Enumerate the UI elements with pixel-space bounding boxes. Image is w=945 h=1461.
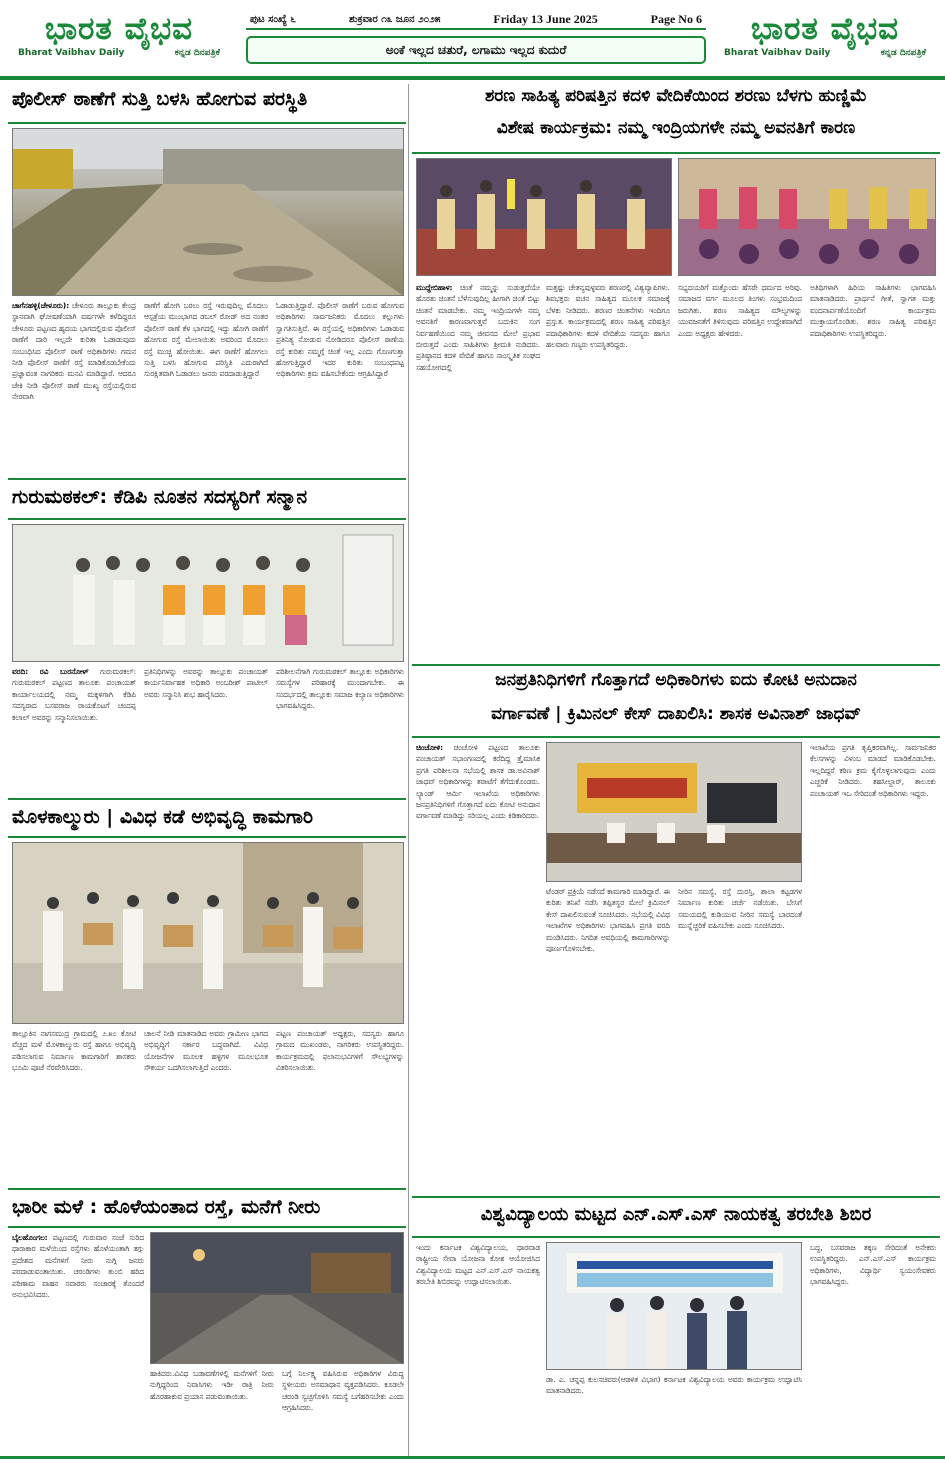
masthead — [0, 6, 945, 72]
text-rain-col1 — [12, 1232, 144, 1454]
text-molakalmuru-2: ಚಾಲನೆ ನೀಡಿ ಮಾತನಾಡಿದ ಅವರು ಗ್ರಾಮೀಣ ಭಾಗದ ಅಭಿವೃದ್ಧಿಗೆ ಸರ್ಕಾರ ಬದ್ಧವಾಗಿದೆ. ವಿವಿಧ ಯೋಜನೆಗಳ ಮೂಲಕ ಹಳ್ಳಿಗಳ ಮೂಲಭೂತ ಸೌಕರ್ಯ ಒದಗಿಸಲಾಗುತ್ತಿದೆ ಎಂದರು. — [144, 1029, 268, 1073]
rule — [412, 1196, 940, 1198]
text-sharana-4: ಅತಿಥಿಗಳಾಗಿ ಹಿರಿಯ ಸಾಹಿತಿಗಳು ಭಾಗವಹಿಸಿ ಮಾತನಾಡಿದರು. ಪ್ರಾರ್ಥನೆ ಗೀತೆ, ಸ್ವಾಗತ ಮತ್ತು ವಂದನಾರ್ಪಣೆಯೊಂದಿಗೆ ಕಾರ್ಯಕ್ರಮ ಮುಕ್ತಾಯಗೊಂಡಿತು. ಶರಣ ಸಾಹಿತ್ಯ ಪರಿಷತ್ತಿನ ಪದಾಧಿಕಾರಿಗಳು ಉಪಸ್ಥಿತರಿದ್ದರು. — [810, 283, 936, 338]
text-police-2: ಠಾಣೆಗೆ ಹೋಗಿ ಬರಲು ರಸ್ತೆ ಇರುವುದಿಲ್ಲ ಮೊದಲು ಆಸ್ಪತ್ರೆಯ ಮುಂಭಾಗದ ಡಬಲ್ ರೋಡ್ ಅದ ನಂತರ ಪೊಲೀಸ್ ಠಾಣೆ ಕೆಳ ಭಾಗದಲ್ಲಿ ಇದ್ದು ಹೋಗಿ ಠಾಣೆಗೆ ಹೋಗುವ ರಸ್ತೆ ಮೇಲಾಯಿತು ಅವರಿಂದ ಮೊದಲು ರಸ್ತೆ ಮುಚ್ಚಿ ಹೋಯಿತು. ಈಗ ಠಾಣೆಗೆ ಹೋಗಲು ಸುತ್ತಿ ಬಳಸಿ ಹೋಗುವ ಪರಿಸ್ಥಿತಿ ಎದುರಾಗಿದೆ ಸುರಕ್ಷಿತವಾಗಿ ಓಡಾಡಲು ಜನರು ಪರದಾಡುತ್ತಿದ್ದಾರೆ — [144, 301, 268, 379]
headline-rain: ಭಾರೀ ಮಳೆ : ಹೊಳೆಯಂತಾದ ರಸ್ತೆ, ಮನೆಗೆ ನೀರು — [12, 1196, 321, 1218]
text-sharana-2: ಮತ್ತಷ್ಟು ಚೇತನ್ಯವುಳ್ಳವರು ಶರಣರಲ್ಲಿ ವಿಶ್ವವ್ಯಾಪಿಗಳು. ಶಿವಭಕ್ತರು ವಚನ ಸಾಹಿತ್ಯದ ಮೂಲಕ ಸಮಾಜಕ್ಕೆ ಬೆಳಕು ನೀಡಿದರು. ಶರಣರ ಚಿಂತನೆಗಳು ಇಂದಿಗೂ ಪ್ರಸ್ತುತ. ಕಾರ್ಯಕ್ರಮದಲ್ಲಿ ಶರಣ ಸಾಹಿತ್ಯ ಪರಿಷತ್ತಿನ ಪದಾಧಿಕಾರಿಗಳು ಕದಳಿ ವೇದಿಕೆಯ ಸದಸ್ಯರು ಹಾಗೂ ಹಲವಾರು ಗಣ್ಯರು ಉಪಸ್ಥಿತರಿದ್ದರು. — [546, 283, 670, 350]
headline-police: ಪೊಲೀಸ್ ಠಾಣೆಗೆ ಸುತ್ತಿ ಬಳಸಿ ಹೋಗುವ ಪರಸ್ಥಿತಿ — [12, 88, 308, 110]
text-gurumatkal-3: ಪರಿಶೀಲನೆಗಾಗಿ ಗುರುಮಠಕಲ್ ತಾಲ್ಲೂಕು ಅಧಿಕಾರಿಗಳು ಸಮಸ್ಯೆಗಳ ಪರಿಹಾರಕ್ಕೆ ಮುಂದಾಗಬೇಕು. ಈ ಸಂದರ್ಭದಲ್ಲಿ ತಾಲ್ಲೂಕು ಸಮಾಜ ಕಲ್ಯಾಣ ಅಧಿಕಾರಿಗಳು ಭಾಗವಹಿಸಿದ್ದರು. — [276, 667, 404, 711]
stage-photo-graphic — [417, 159, 672, 276]
text-sharana-1: ಚಿಂತೆ ನಮ್ಮನ್ನು ಸುಡುತ್ತದೆಯೇ ಹೊರತು ಚಿಂತನೆ ಬೆಳೆಸುವುದಿಲ್ಲ ಹೀಗಾಗಿ ಚಿಂತೆ ಬಿಟ್ಟು ಚಿಂತನೆ ಮಾಡಬೇಕು. ನಮ್ಮ ಇಂದ್ರಿಯಗಳೇ ನಮ್ಮ ಅವನತಿಗೆ ಕಾರಣವಾಗುತ್ತವೆ ಬದುಕಿನ ಸಂಗ ನಿರ್ವಹಣೆಯಿಂದ ನಮ್ಮ ಜೀವನದ ಮೇಲೆ ಪ್ರಭಾವ ಬೀರುತ್ತದೆ ಎಂದು ಸಾಹಿತಿಗಳು ಶ್ರೀಮತಿ ನುಡಿದರು. ಪ್ರತಿಷ್ಠಾನದ ಕದಳಿ ವೇದಿಕೆ ಹಾಗೂ ಸಾಂಸ್ಕೃತಿಕ ಸಂಘದ ಸಹಯೋಗದಲ್ಲಿ — [416, 283, 540, 372]
date-english: Friday 13 June 2025 — [493, 11, 598, 26]
headline-janapratinidhi-2: ವರ್ಗಾವಣೆ | ಕ್ರಿಮಿನಲ್ ಕೇಸ್ ದಾಖಲಿಸಿ: ಶಾಸಕ ಅವಿನಾಶ್ ಜಾಧವ್ — [491, 704, 861, 724]
text-police-col1 — [12, 300, 136, 475]
paper-sub-kn: ಕನ್ನಡ ದಿನಪತ್ರಿಕೆ — [880, 48, 926, 58]
text-janapratinidhi-1: ಚಿಂಚೋಳಿ ಪಟ್ಟಣದ ತಾಲೂಕು ಪಂಚಾಯತ್ ಸಭಾಂಗಣದಲ್ಲಿ ಕರೆದಿದ್ದ ತ್ರೈಮಾಸಿಕ ಪ್ರಗತಿ ಪರಿಶೀಲನಾ ಸಭೆಯಲ್ಲಿ ಶಾಸಕ ಡಾ.ಅವಿನಾಶ್ ಜಾಧವ್ ಅಧಿಕಾರಿಗಳನ್ನು ತರಾಟೆಗೆ ತೆಗೆದುಕೊಂಡರು. ಲ್ಯಾಂಡ್ ಆರ್ಮಿ ಇಲಾಖೆಯ ಅಧಿಕಾರಿಗಳು ಜನಪ್ರತಿನಿಧಿಗಳಿಗೆ ಗೊತ್ತಾಗದೆ ಐದು ಕೋಟಿ ಅನುದಾನ ವರ್ಗಾವಣೆ ಮಾಡಿದ್ದು ಸರಿಯಲ್ಲ ಎಂದು ಕಿಡಿಕಾರಿದರು. — [416, 743, 540, 821]
headline-sharana-2: ವಿಶೇಷ ಕಾರ್ಯಕ್ರಮ: ನಮ್ಮ ಇಂದ್ರಿಯಗಳೇ ನಮ್ಮ ಅವನತಿಗೆ ಕಾರಣ — [496, 118, 856, 138]
text-molakalmuru-1: ತಾಲ್ಲೂಕಿನ ನಾಗಸಮುದ್ರ ಗ್ರಾಮದಲ್ಲಿ ೨.೫೦ ಕೋಟಿ ವೆಚ್ಚದ ಮಳೆ ಮೊಳಕಾಲ್ಮುರು ರಸ್ತೆ ಹಾಗೂ ಅಭಿವೃದ್ಧಿ ಪಡಿಸಲಾಗುವ ನಿರ್ಮಾಣ ಕಾಮಗಾರಿಗೆ ಶಾಸಕರು ಭೂಮಿ ಪೂಜೆ ನೆರವೇರಿಸಿದರು. — [12, 1029, 136, 1073]
column-separator — [408, 84, 409, 1456]
page-number: Page No 6 — [650, 11, 702, 26]
photo-rain-road — [150, 1232, 404, 1364]
rule — [412, 1236, 940, 1238]
headline-molakalmuru: ಮೊಳಕಾಲ್ಮುರು | ವಿವಿಧ ಕಡೆ ಅಭಿವೃದ್ಧಿ ಕಾಮಗಾರಿ — [12, 806, 313, 828]
text-nss-3: ಬದ್ಧ, ಬಸವರಾಜ ತಕ್ಕಣ ಸೇರಿದಂತೆ ಅನೇಕರು ಉಪಸ್ಥಿತರಿದ್ದರು. ಎನ್.ಎಸ್.ಎಸ್ ಕಾರ್ಯಕ್ರಮ ಅಧಿಕಾರಿಗಳು, ವಿದ್ಯಾರ್ಥಿ ಸ್ವಯಂಸೇವಕರು ಭಾಗವಹಿಸಿದ್ದರು. — [810, 1243, 936, 1287]
text-nss-2: ಡಾ. ಎ. ಚನ್ನಪ್ಪ ಕುಲಸಚಿವರು(ಆಡಳಿತ ವಿಭಾಗ) ಕರ್ನಾಟಕ ವಿಶ್ವವಿದ್ಯಾಲಯ ಅವರು ಕಾರ್ಯಕ್ರಮ ಉದ್ಘಾಟಿಸಿ ಮಾತನಾಡಿದರು. — [546, 1375, 802, 1396]
text-janapratinidhi-4: ಇಲಾಖೆಯ ಪ್ರಗತಿ ತೃಪ್ತಿಕರವಾಗಿಲ್ಲ. ಸಾರ್ವಜನಿಕರ ಕೆಲಸಗಳನ್ನು ವಿಳಂಬ ಮಾಡದೆ ಮಾಡಿಕೊಡಬೇಕು. ಇಲ್ಲದಿದ್ದರೆ ಕಠಿಣ ಕ್ರಮ ಕೈಗೊಳ್ಳಲಾಗುವುದು ಎಂದು ಎಚ್ಚರಿಕೆ ನೀಡಿದರು. ತಹಸೀಲ್ದಾರ್, ತಾಲೂಕು ಪಂಚಾಯತ್ ಇಒ ಸೇರಿದಂತೆ ಅಧಿಕಾರಿಗಳು ಇದ್ದರು. — [810, 743, 936, 798]
rule — [8, 1226, 406, 1228]
nss-photo-graphic — [547, 1243, 802, 1370]
photo-felicitation — [12, 524, 404, 662]
rule — [412, 152, 940, 154]
text-rain-2: ಹಾಕಿದರು.ವಿವಿಧ ಬಡಾವಣೆಗಳಲ್ಲಿ ಮನೆಗಳಿಗೆ ನೀರು ನುಗ್ಗಿದ್ದರಿಂದ ನಿವಾಸಿಗಳು ಇಡೀ ರಾತ್ರಿ ನೀರು ಹೊರಹಾಕುವ ಪ್ರಯಾಸ ಪಡುವಂತಾಯಿತು. — [150, 1369, 274, 1401]
dateline-janapratinidhi: ಚಿಂಚೋಳಿ: — [416, 743, 444, 752]
photo-meeting-hall — [546, 742, 802, 882]
text-janapratinidhi-3: ನೀರಿನ ಸಮಸ್ಯೆ, ರಸ್ತೆ ದುರಸ್ತಿ, ಶಾಲಾ ಕಟ್ಟಡಗಳ ನಿರ್ಮಾಣ ಕುರಿತು ಚರ್ಚೆ ನಡೆಯಿತು. ಬೇಸಿಗೆ ಸಮಯದಲ್ಲಿ ಕುಡಿಯುವ ನೀರಿನ ಸಮಸ್ಯೆ ಬಾರದಂತೆ ಮುನ್ನೆಚ್ಚರಿಕೆ ವಹಿಸಬೇಕು ಎಂದು ಸೂಚಿಸಿದರು. — [678, 887, 802, 931]
road-photo-graphic — [13, 129, 404, 296]
masthead-logo-left — [6, 10, 232, 70]
audience-photo-graphic — [679, 159, 936, 276]
motto-banner: ಅಂಕೆ ಇಲ್ಲದ ಚತುರೆ, ಲಗಾಮು ಇಲ್ಲದ ಕುದುರೆ — [246, 36, 706, 64]
headline-sharana-1: ಶರಣ ಸಾಹಿತ್ಯ ಪರಿಷತ್ತಿನ ಕದಳಿ ವೇದಿಕೆಯಿಂದ ಶರಣು ಬೆಳಗು ಹುಣ್ಣಿಮೆ — [484, 86, 868, 106]
photo-damaged-road — [12, 128, 404, 296]
rule — [8, 122, 406, 124]
text-police-1: ಚೇಳೂರು ತಾಲ್ಲೂಕು ಕೇಂದ್ರ ಸ್ಥಾನವಾಗಿ ಘೋಷಣೆಯಾಗಿ ವರ್ಷಗಳೇ ಕಳೆದಿದ್ದರೂ ಚೇಳೂರು ಪಟ್ಟಣದ ಹೃದಯ ಭಾಗದಲ್ಲಿರುವ ಪೊಲೀಸ್ ಠಾಣೆಗೆ ದಾರಿ ಇಲ್ಲದೇ ಕುರಿತಾ ಓಡಾಡುವುದು ಸಂಬಂಧಿಸಿದ ಪೊಲೀಸ್ ಠಾಣೆ ಅಧಿಕಾರಿಗಳು ಗಮನ ನೀಡಿ ಪೊಲೀಸ್ ಠಾಣೆಗೆ ರಸ್ತೆ ಮಾಡಿಕೊಡಬೇಕೆಂದು ಪ್ರಜ್ಞಾವಂತ ನಾಗರಿಕರು ಮನವಿ ಮಾಡಿದ್ದಾರೆ. ಆದರೂ ಜೇಕಿ ನೀಡಿ ಪೊಲೀಸ್ ಠಾಣೆ ಮುಖ್ಯ ರಸ್ತೆಯಲ್ಲಿರುವ ನೇರವಾಗಿ — [12, 301, 136, 402]
text-rain-1: ಪಟ್ಟಣದಲ್ಲಿ ಗುರುವಾರ ಸಂಜೆ ಸುರಿದ ಧಾರಾಕಾರ ಮಳೆಯಿಂದ ರಸ್ತೆಗಳು ಹೊಳೆಯಂತಾಗಿ ತಗ್ಗು ಪ್ರದೇಶದ ಮನೆಗಳಿಗೆ ನೀರು ನುಗ್ಗಿ ಜನರು ಪರದಾಡುವಂತಾಯಿತು. ಚರಂಡಿಗಳು ತುಂಬಿ ಹರಿದ ಪರಿಣಾಮ ವಾಹನ ಸವಾರರು ಸಂಚಾರಕ್ಕೆ ತೊಂದರೆ ಅನುಭವಿಸಿದರು. — [12, 1233, 144, 1300]
meeting-photo-graphic — [547, 743, 802, 882]
photo-nss-inauguration — [546, 1242, 802, 1370]
text-molakalmuru-3: ಪಟ್ಟಣ ಪಂಚಾಯತ್ ಅಧ್ಯಕ್ಷರು, ಸದಸ್ಯರು ಹಾಗೂ ಗ್ರಾಮದ ಮುಖಂಡರು, ನಾಗರಿಕರು ಉಪಸ್ಥಿತರಿದ್ದರು. ಕಾರ್ಯಕ್ರಮದಲ್ಲಿ ಫಲಾನುಭವಿಗಳಿಗೆ ಸೌಲಭ್ಯಗಳನ್ನು ವಿತರಿಸಲಾಯಿತು. — [276, 1029, 404, 1073]
masthead-logo-right — [712, 10, 938, 70]
rain-photo-graphic — [151, 1233, 404, 1364]
masthead-rule — [0, 76, 945, 80]
paper-sub-kn: ಕನ್ನಡ ದಿನಪತ್ರಿಕೆ — [174, 48, 220, 58]
text-police-3: ಓಡಾಡುತ್ತಿದ್ದಾರೆ. ಪೊಲೀಸ್ ಠಾಣೆಗೆ ಬರುವ ಹೋಗುವ ಅಧಿಕಾರಿಗಳು ಸಾರ್ವಜನಿಕರು ಮೊದಲು ಕಲ್ಲುಗಳು ಸ್ವಾಗತಿಸುತ್ತಿವೆ. ಈ ರಸ್ತೆಯಲ್ಲಿ ಅಧಿಕಾರಿಗಳು ಓಡಾಡುವ ಪ್ರತಿನಿತ್ಯ ನೋಡುವ ನೋಡಿದರೂ ಪೊಲೀಸ್ ಠಾಣೆಯ ರಸ್ತೆ ಕುರಿತು ನಮ್ಮಗ್ಗೆ ಚಿಂತೆ ಇಲ್ಲ ಎಂದು ಗೊಣಗುತ್ತಾ ಹೋಗುತ್ತಿದ್ದಾರೆ ಇದರ ಕುರಿತು ಸಂಬಂಧಪಟ್ಟ ಅಧಿಕಾರಿಗಳು ಕ್ರಮ ವಹಿಸಬೇಕೆಂದು ಆಗ್ರಹಿಸಿದ್ದಾರೆ — [276, 301, 404, 379]
dateline-police: ಚಾಗೆನಹಳ್ಳಿ(ಚೇಳೂರು): — [12, 301, 70, 310]
text-sharana-col1 — [416, 282, 540, 652]
photo-sharana-stage — [416, 158, 672, 276]
rule — [8, 798, 406, 800]
rule — [8, 478, 406, 480]
rule — [8, 518, 406, 520]
headline-nss: ವಿಶ್ವವಿದ್ಯಾಲಯ ಮಟ್ಟದ ಎನ್.ಎಸ್.ಎಸ್ ನಾಯಕತ್ವ ತರಬೇತಿ ಶಿಬಿರ — [480, 1204, 872, 1225]
rule — [8, 1188, 406, 1190]
text-rain-3: ಬಗ್ಗೆ ನಿರ್ಲಕ್ಷ್ಯ ವಹಿಸಿರುವ ಅಧಿಕಾರಿಗಳ ವಿರುದ್ಧ ಸ್ಥಳೀಯರು ಅಸಮಾಧಾನ ವ್ಯಕ್ತಪಡಿಸಿದರು. ಕೂಡಲೇ ಚರಂಡಿ ಸ್ವಚ್ಛಗೊಳಿಸಿ ಸಮಸ್ಯೆ ಬಗೆಹರಿಸಬೇಕು ಎಂದು ಆಗ್ರಹಿಸಿದರು. — [282, 1369, 404, 1413]
development-photo-graphic — [13, 843, 404, 1024]
text-gurumatkal-2: ಪ್ರತಿನಿಧಿಗಳನ್ನು ಅವರನ್ನು ತಾಲ್ಲೂಕು ಪಂಚಾಯತ್ ಕಾರ್ಯನಿರ್ವಾಹಕ ಅಧಿಕಾರಿ ಅಂಬರೀಶ್ ಪಾಟೀಲ್ ಅವರು ಸನ್ಮಾನಿಸಿ ಶುಭ ಹಾರೈಸಿದರು. — [144, 667, 268, 699]
text-gurumatkal-1: ಗುರುಮಠಕಲ್: ಗುರುಮಠಕಲ್ ಪಟ್ಟಣದ ತಾಲೂಕು ಪಂಚಾಯತ್ ಕಾರ್ಯಾಲಯದಲ್ಲಿ ನಮ್ಮ ಮಕ್ಕಳಿಗಾಗಿ ಕೆಡಿಪಿ ಸದಸ್ಯರಾದ ಬಸವರಾಜ ರಾಯಕೊಟಗೆ ಚಂದಪ್ಪ ಕಲಾಲ್ ಅವರನ್ನು ಸನ್ಮಾನಿಸಲಾಯಿತು. — [12, 667, 136, 722]
rule — [412, 736, 940, 738]
dateline-rain: ಬೈಲಹೊಂಗಲ: — [12, 1233, 48, 1242]
photo-sharana-audience — [678, 158, 936, 276]
date-kannada: ಶುಕ್ರವಾರ ೧೩ ಜೂನ ೨೦೨೫ — [348, 13, 441, 25]
rule — [8, 836, 406, 838]
page-bottom-rule — [0, 1456, 945, 1459]
felicitation-photo-graphic — [13, 525, 404, 662]
masthead-center — [246, 10, 706, 70]
paper-sub-en: Bharat Vaibhav Daily — [18, 48, 125, 58]
paper-sub-en: Bharat Vaibhav Daily — [724, 48, 831, 58]
text-gurumatkal-col1 — [12, 666, 136, 806]
issue-number: ಪುಟ ಸಂಖ್ಯೆ ೬ — [250, 13, 297, 25]
text-janapratinidhi-col1 — [416, 742, 540, 882]
headline-gurumatkal: ಗುರುಮಠಕಲ್: ಕೆಡಿಪಿ ನೂತನ ಸದಸ್ಯರಿಗೆ ಸನ್ಮಾನ — [12, 486, 308, 508]
headline-janapratinidhi-1: ಜನಪ್ರತಿನಿಧಿಗಳಿಗೆ ಗೊತ್ತಾಗದೆ ಅಧಿಕಾರಿಗಳು ಐದು ಕೋಟಿ ಅನುದಾನ — [495, 670, 857, 690]
rule — [412, 664, 940, 666]
text-sharana-3: ಸಭ್ಯದಯರಿಗೆ ಮತ್ತೊಂದು ಹೆಸರೇ ಧರ್ಮದ ಅರಿವು. ಸಮಾಜದ ವರ್ಗ ಮೂಲದ ತಿಂಗಳು ಸಂಭ್ರಮದಿಂದ ಜರುಗಿತು. ಶರಣ ಸಾಹಿತ್ಯದ ಮೌಲ್ಯಗಳನ್ನು ಯುವಜನತೆಗೆ ತಿಳಿಸುವುದು ಪರಿಷತ್ತಿನ ಉದ್ದೇಶವಾಗಿದೆ ಎಂದು ಅಧ್ಯಕ್ಷರು ಹೇಳಿದರು. — [678, 283, 802, 338]
paper-name: ಭಾರತ ವೈಭವ — [750, 11, 900, 47]
text-nss-1: ಇಂದು ಕರ್ನಾಟಕ ವಿಶ್ವವಿದ್ಯಾಲಯ, ಧಾರವಾಡ ರಾಷ್ಟ್ರೀಯ ಸೇವಾ ಯೋಜನಾ ಕೋಶ ಆಯೋಜಿಸಿದ ವಿಶ್ವವಿದ್ಯಾಲಯ ಮಟ್ಟದ ಎನ್.ಎಸ್.ಎಸ್ ನಾಯಕತ್ವ ತರಬೇತಿ ಶಿಬಿರವನ್ನು ಉದ್ಘಾಟಿಸಲಾಯಿತು. — [416, 1243, 540, 1287]
paper-name: ಭಾರತ ವೈಭವ — [44, 11, 194, 47]
text-janapratinidhi-2: ಟೆಂಡರ್ ಪ್ರಕ್ರಿಯೆ ನಡೆಸದೆ ಕಾಮಗಾರಿ ಮಾಡಿದ್ದಾರೆ. ಈ ಕುರಿತು ತನಿಖೆ ನಡೆಸಿ ತಪ್ಪಿತಸ್ಥರ ಮೇಲೆ ಕ್ರಿಮಿನಲ್ ಕೇಸ್ ದಾಖಲಿಸುವಂತೆ ಸೂಚಿಸಿದರು. ಸಭೆಯಲ್ಲಿ ವಿವಿಧ ಇಲಾಖೆಗಳ ಅಧಿಕಾರಿಗಳು ಭಾಗವಹಿಸಿ ಪ್ರಗತಿ ವರದಿ ಮಂಡಿಸಿದರು. ನಿಗದಿತ ಅವಧಿಯಲ್ಲಿ ಕಾಮಗಾರಿಗಳನ್ನು ಪೂರ್ಣಗೊಳಿಸಬೇಕು. — [546, 887, 670, 954]
dateline-gurumatkal: ವರದಿ: ರವಿ ಬುರನೋಳ್ — [12, 667, 89, 676]
photo-development-work — [12, 842, 404, 1024]
dateline-sharana: ಮುದ್ದೇಬಿಹಾಳ: — [416, 283, 453, 292]
